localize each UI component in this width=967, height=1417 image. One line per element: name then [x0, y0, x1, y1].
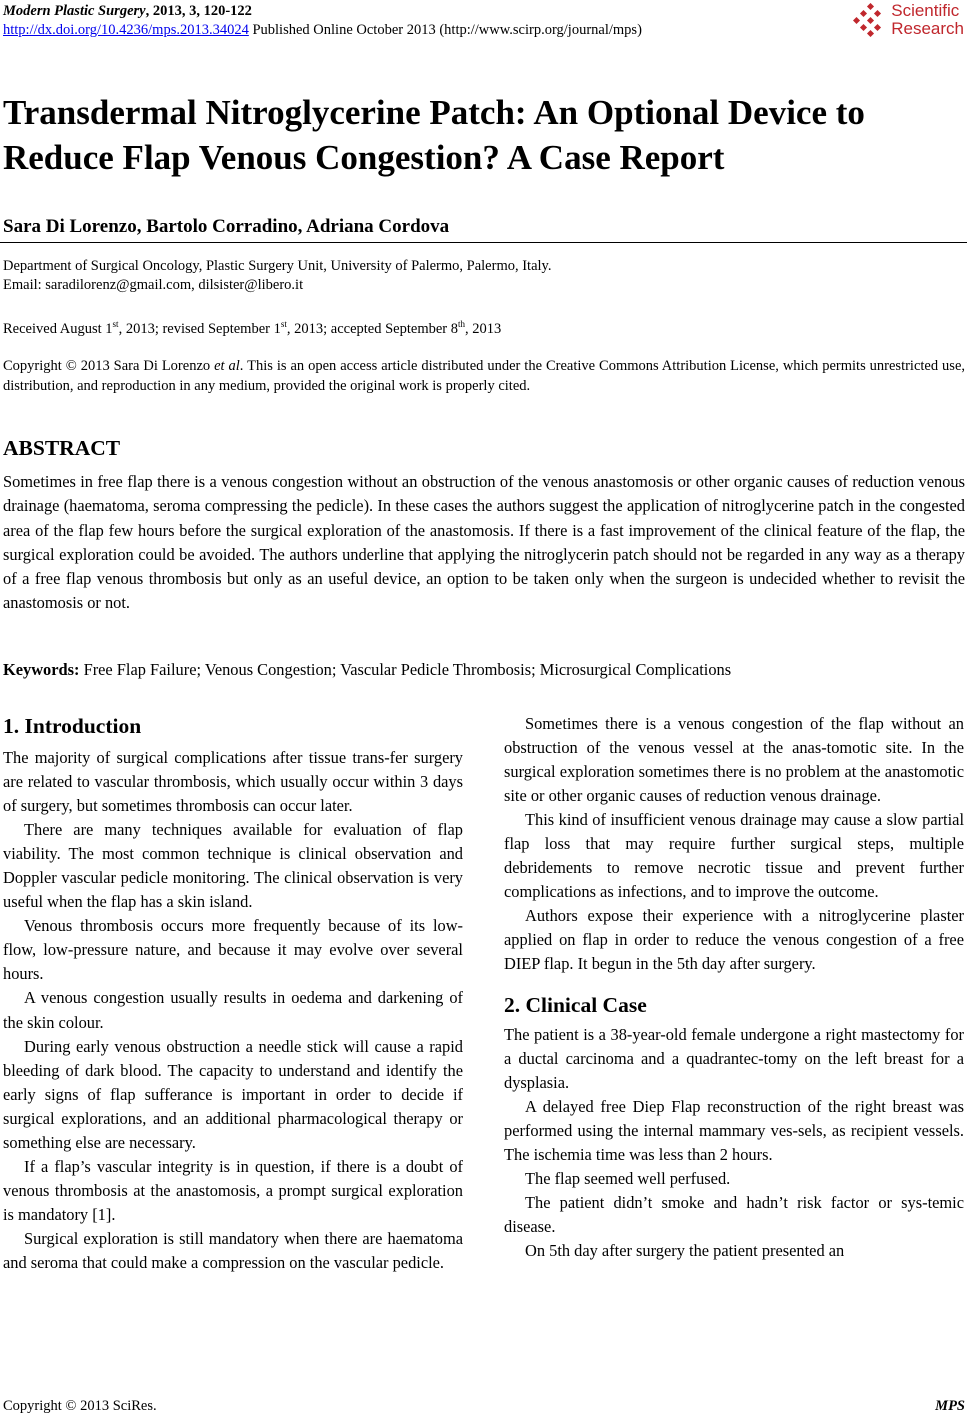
- paragraph: The flap seemed well perfused.: [525, 1168, 731, 1188]
- publisher-logo: [853, 2, 964, 38]
- article-title: [3, 90, 963, 180]
- paragraph: A delayed free Diep Flap reconstruction of the right breast was performed using the internal mammary ves-sels, as recipient vessels. The ischemia time was less than 2 hours.: [504, 1096, 964, 1164]
- paragraph: Venous thrombosis occurs more frequently because of its low-flow, low-pressure nature, and because it may evolve over several hours.: [3, 916, 463, 984]
- doi-link[interactable]: http://dx.doi.org/10.4236/mps.2013.34024: [3, 22, 249, 38]
- authors: Sara Di Lorenzo, Bartolo Corradino, Adriana Cordova: [3, 216, 450, 237]
- right-column: [504, 712, 964, 1263]
- journal-name: Modern Plastic Surgery: [3, 3, 146, 19]
- paragraph: A venous congestion usually results in oedema and darkening of the skin colour.: [3, 988, 463, 1032]
- publication-info: Published Online October 2013 (http://www.scirp.org/journal/mps): [248, 22, 642, 38]
- paragraph: The patient didn’t smoke and hadn’t risk factor or sys-temic disease.: [504, 1192, 964, 1236]
- page-footer: [3, 1398, 965, 1415]
- logo-line-1: Scientific: [891, 1, 960, 20]
- paragraph: This kind of insufficient venous drainage may cause a slow partial flap loss that may require further surgical steps, multiple debridements to remove necrotic tissue and prevent further complications as infections, and to improve the outcome.: [504, 810, 964, 902]
- paragraph: There are many techniques available for evaluation of flap viability. The most common technique is clinical observation and Doppler vascular pedicle monitoring. The clinical observation is very useful when the flap has a skin island.: [3, 820, 463, 912]
- paragraph: Authors expose their experience with a nitroglycerine plaster applied on flap in order to reduce the venous congestion of a free DIEP flap. It begun in the 5th day after surgery.: [504, 906, 964, 974]
- section-1-heading: 1. Introduction: [3, 714, 142, 738]
- title-line-2: Reduce Flap Venous Congestion? A Case Report: [3, 138, 725, 177]
- logo-line-2: Research: [891, 19, 964, 38]
- title-line-1: Transdermal Nitroglycerine Patch: An Optional Device to: [3, 93, 865, 132]
- copyright-notice: Copyright © 2013 Sara Di Lorenzo et al. This is an open access article distributed under the Creative Commons Attribution License, which permits unrestricted use, distribution, and reproduction in any medium, provided the original work is properly cited.: [3, 358, 966, 394]
- email: Email: saradilorenz@gmail.com, dilsister@libero.it: [3, 277, 304, 293]
- journal-issue: , 2013, 3, 120-122: [145, 3, 252, 19]
- publisher-logo-icon: [853, 3, 887, 37]
- section-2-heading: 2. Clinical Case: [504, 992, 647, 1017]
- paragraph: Sometimes there is a venous congestion of the flap without an obstruction of the venous vessel at the anas-tomotic site. In the surgical exploration sometimes there is no problem at the anastomotic site or other organic causes of reduction venous drainage.: [504, 714, 964, 806]
- abstract-heading: ABSTRACT: [3, 436, 121, 460]
- paragraph: The patient is a 38-year-old female undergone a right mastectomy for a ductal carcinoma and a quadrantec-tomy on the left breast for a dysplasia.: [504, 1024, 964, 1092]
- paragraph: Surgical exploration is still mandatory when there are haematoma and seroma that could make a compression on the vascular pedicle.: [3, 1228, 463, 1272]
- keywords-text: Free Flap Failure; Venous Congestion; Vascular Pedicle Thrombosis; Microsurgical Complications: [79, 660, 732, 679]
- received-dates: Received August 1st, 2013; revised September 1st, 2013; accepted September 8th, 2013: [3, 319, 502, 337]
- keywords: [3, 658, 965, 682]
- paragraph: If a flap’s vascular integrity is in question, if there is a doubt of venous thrombosis at the anastomosis, a prompt surgical exploration is mandatory [1].: [3, 1156, 463, 1224]
- affiliation: Department of Surgical Oncology, Plastic Surgery Unit, University of Palermo, Palermo, Italy.: [3, 258, 552, 274]
- running-header: [3, 2, 642, 40]
- paragraph: During early venous obstruction a needle stick will cause a rapid bleeding of dark blood. The capacity to understand and identify the early signs of flap sufferance is important in order to decide if surgical explorations, and an additional pharmacological therapy or something else are necessary.: [3, 1036, 463, 1152]
- keywords-label: Keywords:: [3, 660, 80, 679]
- paragraph: On 5th day after surgery the patient presented an: [525, 1240, 845, 1260]
- title-divider: [0, 242, 967, 243]
- abstract-text: Sometimes in free flap there is a venous congestion without an obstruction of the venous anastomosis or other organic causes of reduction venous drainage (haematoma, seroma compressing the pedicle). In these cases the authors suggest the application of nitroglycerine patch in the congested area of the flap few hours before the surgical exploration of the anastomosis. If there is a fast improvement of the clinical feature of the flap, the surgical exploration could be avoided. The authors underline that applying the nitroglycerin patch should not be regarded in any way as a therapy of a free flap venous thrombosis but only as an useful device, an option to be taken only when the surgeon is undecided whether to revisit the anastomosis or not.: [3, 472, 965, 613]
- left-column: [3, 712, 463, 1275]
- footer-copyright: Copyright © 2013 SciRes.: [3, 1398, 157, 1414]
- paragraph: The majority of surgical complications after tissue trans-fer surgery are related to vascular thrombosis, which usually occur within 3 days of surgery, but sometimes thrombosis can occur later.: [3, 748, 463, 816]
- footer-journal-abbr: MPS: [935, 1398, 965, 1414]
